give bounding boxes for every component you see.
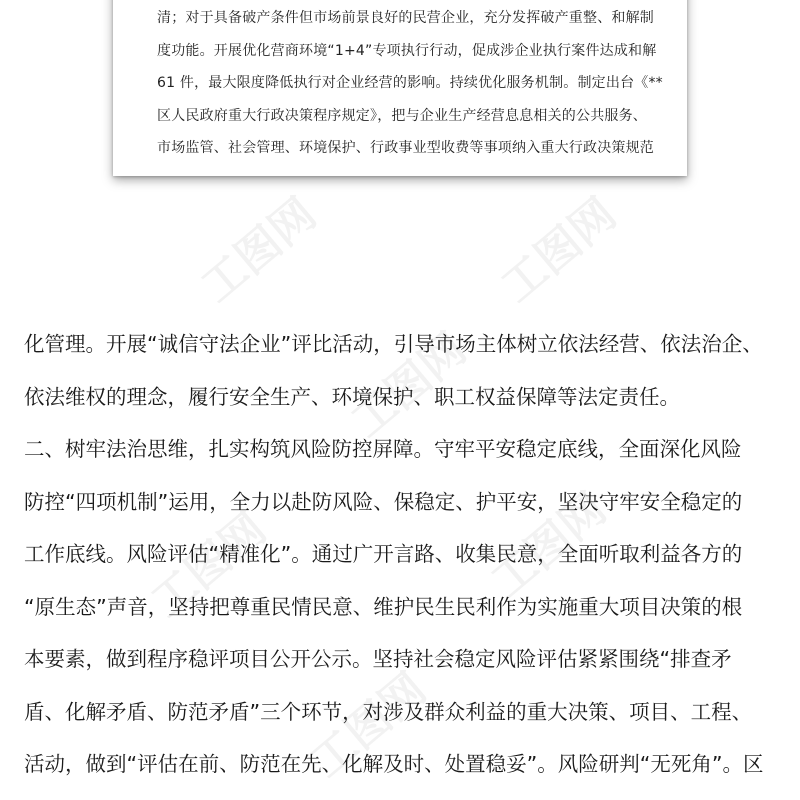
embedded-line: 区人民政府重大行政决策程序规定》，把与企业生产经营息息相关的公共服务、	[157, 107, 647, 124]
body-line: 依法维权的理念，履行安全生产、环境保护、职工权益保障等法定责任。	[24, 384, 680, 409]
body-line: 化管理。开展“诚信守法企业”评比活动，引导市场主体树立依法经营、依法治企、	[24, 332, 763, 356]
embedded-line: 度功能。开展优化营商环境“1+4”专项执行行动，促成涉企业执行案件达成和解	[157, 42, 657, 59]
embedded-line: 市场监管、社会管理、环境保护、行政事业型收费等事项纳入重大行政决策规范	[157, 140, 654, 156]
embedded-document-page	[113, 0, 687, 176]
embedded-line: 清；对于具备破产条件但市场前景良好的民营企业，充分发挥破产重整、和解制	[157, 10, 654, 26]
body-line: 工作底线。风险评估“精准化”。通过广开言路、收集民意，全面听取利益各方的	[24, 542, 743, 566]
watermark: 工图网	[341, 323, 476, 448]
watermark: 工图网	[491, 188, 626, 313]
body-line: 防控“四项机制”运用，全力以赴防风险、保稳定、护平安，坚决守牢安全稳定的	[24, 489, 743, 514]
document-body	[24, 318, 776, 791]
body-line: 盾、化解矛盾、防范矛盾”三个环节，对涉及群众利益的重大决策、项目、工程、	[24, 699, 753, 724]
section-heading-line: 二、树牢法治思维，扎实构筑风险防控屏障。守牢平安稳定底线，全面深化风险	[24, 437, 742, 461]
watermark: 工图网	[301, 663, 436, 788]
embedded-page-text	[157, 2, 663, 165]
watermark: 工图网	[481, 483, 616, 608]
body-line: 活动，做到“评估在前、防范在先、化解及时、处置稳妥”。风险研判“无死角”。区	[24, 752, 764, 776]
body-line: “原生态”声音，坚持把尊重民情民意、维护民生民利作为实施重大项目决策的根	[24, 594, 743, 619]
watermark: 工图网	[141, 503, 276, 628]
watermark: 工图网	[191, 188, 326, 313]
embedded-line: 61 件，最大限度降低执行对企业经营的影响。持续优化服务机制。制定出台《**	[157, 75, 663, 91]
body-line: 本要素，做到程序稳评项目公开公示。坚持社会稳定风险评估紧紧围绕“排查矛	[24, 647, 732, 671]
